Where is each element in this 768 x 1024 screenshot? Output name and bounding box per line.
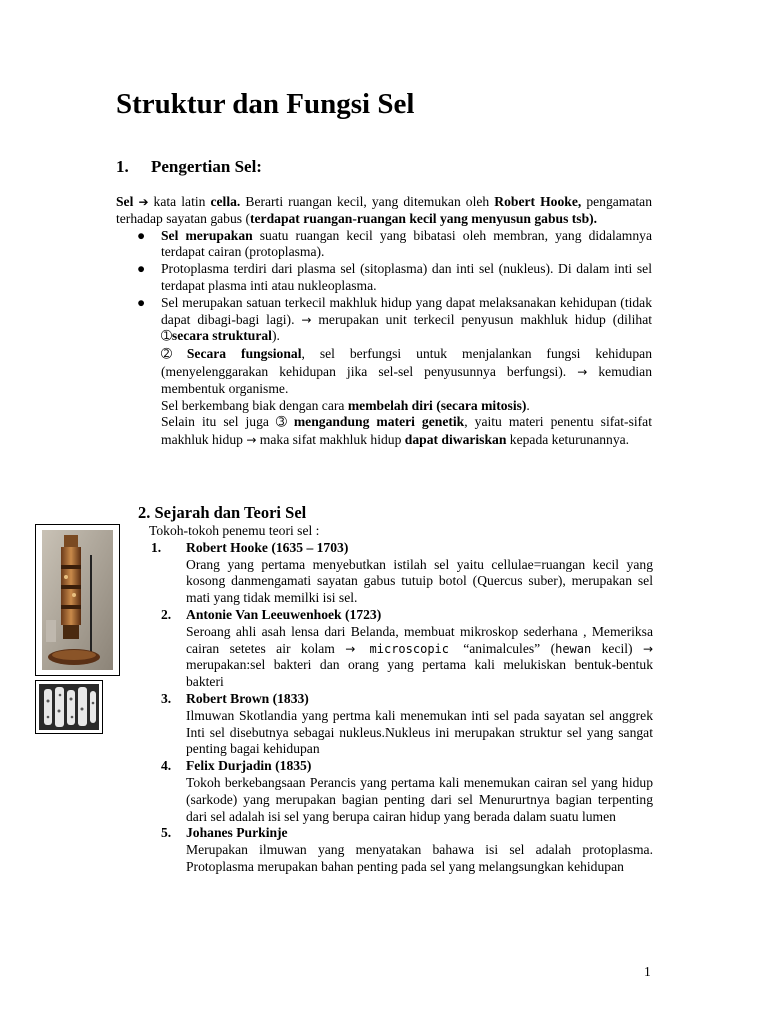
item-body: Merupakan ilmuwan yang menyatakan bahawa isi sel adalah protoplasma. Protoplasma merupakan bahan penting pada sel yang melangsungkan kehidupan	[186, 842, 653, 874]
microscope-image	[35, 524, 120, 676]
genetik-bold2: dapat diwariskan	[404, 432, 507, 448]
section1-number: 1.	[116, 157, 129, 176]
item-name: Felix Durjadin (1835)	[186, 758, 312, 774]
para-fungsional	[116, 346, 652, 397]
biak-text1: Sel berkembang biak dengan cara	[161, 397, 348, 413]
genetik-bold: mengandung materi genetik	[286, 414, 465, 430]
bullet2-text: Protoplasma terdiri dari plasma sel (sitoplasma) dan inti sel (nukleus). Di dalam inti sel terdapat plasma inti atau nukleoplasma.	[161, 261, 652, 293]
fungsional-text2: kemudian membentuk organisme.	[161, 363, 652, 396]
section1-heading	[116, 156, 262, 178]
item-title	[149, 825, 653, 842]
item-body	[149, 624, 653, 691]
bullet1-text: suatu ruangan kecil yang bibatasi oleh membran, yang didalamnya terdapat cairan (protoplasma).	[161, 227, 652, 260]
cells-image	[35, 680, 103, 734]
genetik-text1: Selain itu sel juga	[161, 414, 276, 430]
cells-illustration	[36, 681, 102, 733]
section2-heading: 2. Sejarah dan Teori Sel	[138, 503, 307, 522]
page-number: 1	[644, 964, 651, 979]
circled-two-icon: ➁	[161, 347, 172, 363]
item-number: 4.	[161, 758, 172, 774]
bullet-item	[116, 261, 652, 295]
item2-text3: kecil)	[591, 640, 643, 656]
circled-three-icon: ➂	[275, 415, 287, 431]
item-body: Orang yang pertama menyebutkan istilah sel yaitu cellulae=ruangan kecil yang kosong danmengamati sayatan gabus tutuip botol (Quercus suber), merupakan sel mati yang tidak memilki isi sel.	[186, 556, 653, 606]
list-item	[149, 758, 653, 825]
item-name: Robert Hooke (1635 – 1703)	[186, 539, 349, 555]
intro-text1: kata latin	[148, 194, 211, 209]
bullet3-text1: Sel merupakan satuan terkecil makhluk hidup yang dapat melaksanakan kehidupan (tidak dapat dibagi-bagi lagi).	[161, 294, 652, 327]
item-number: 3.	[161, 690, 172, 706]
item-name: Robert Brown (1833)	[186, 690, 309, 706]
item2-text2: “animalcules” (	[463, 640, 556, 656]
item-title	[149, 691, 653, 708]
bullet3-text2: merupakan unit terkecil penyusun makhluk hidup (dilihat	[311, 311, 653, 327]
bullet3-text3: ).	[271, 328, 280, 344]
item2-text1: Seroang ahli asah lensa dari Belanda, membuat mikroskop sederhana , Memeriksa cairan setetes air kolam	[186, 623, 653, 656]
section1-intro	[116, 194, 652, 228]
item-number: 1.	[151, 539, 162, 555]
arrow-icon: →	[642, 641, 653, 656]
item-name: Antonie Van Leeuwenhoek (1723)	[186, 606, 382, 622]
arrow-icon: →	[345, 641, 356, 656]
page-title: Struktur dan Fungsi Sel	[116, 88, 415, 120]
item-body: Ilmuwan Skotlandia yang pertma kali menemukan inti sel pada sayatan sel anggrek Inti sel disebutnya sebagai nukleus.Nukleus ini merupakan struktur sel yang sangat penting bagai kehidupan	[186, 707, 653, 757]
item2-text4: merupakan:sel bakteri dan orang yang pertama kali melukiskan bentuk-bentuk bakteri	[186, 657, 653, 690]
biak-bold: membelah diri (secara mitosis)	[347, 397, 527, 413]
arrow-icon: →	[577, 364, 588, 379]
section2-body	[149, 523, 653, 876]
biak-text2: .	[526, 397, 530, 413]
bullet3-bold: secara struktural	[171, 328, 272, 344]
intro-text3: pengamatan terhadap sayatan gabus (	[116, 194, 653, 226]
bullet-dot-icon: ●	[137, 227, 146, 243]
bullet-item	[116, 295, 652, 346]
section2-intro: Tokoh-tokoh penemu teori sel :	[149, 523, 320, 538]
item-title	[149, 758, 653, 775]
intro-sel: Sel	[116, 194, 134, 209]
arrow-icon: →	[301, 312, 312, 327]
item-name: Johanes Purkinje	[186, 825, 288, 841]
list-item	[149, 607, 653, 691]
arrow-icon: ➔	[138, 195, 149, 209]
para-genetik	[116, 414, 652, 449]
genetik-text2: , yaitu materi penentu sifat-sifat makhluk hidup	[161, 414, 652, 448]
intro-cella: cella.	[210, 194, 241, 209]
fungsional-bold: Secara fungsional	[171, 346, 302, 362]
item-number: 2.	[161, 606, 172, 622]
intro-hooke: Robert Hooke,	[494, 194, 582, 209]
item-body: Tokoh berkebangsaan Perancis yang pertama kali menemukan cairan sel yang hidup (sarkode) yang merupakan bagian penting dari sel Menururtnya bagian terpenting dari sel adalah isi sel yang berupa cairan hidup yang berada dalam suatu lumen	[186, 774, 653, 824]
intro-bold-end: terdapat ruangan-ruangan kecil yang menyusun gabus tsb).	[250, 210, 598, 226]
list-item	[149, 540, 653, 607]
para-biak	[116, 398, 652, 415]
microscope-illustration	[36, 525, 119, 675]
list-item	[149, 691, 653, 758]
genetik-text3: maka sifat makhluk hidup	[256, 432, 405, 448]
bullet-dot-icon: ●	[137, 261, 146, 277]
bullet-dot-icon: ●	[137, 294, 146, 310]
circled-one-icon: ➀	[161, 329, 172, 345]
list-item	[149, 825, 653, 875]
item-title	[149, 607, 653, 624]
bullet-item	[116, 228, 652, 262]
fungsional-text1: , sel berfungsi untuk menjalankan fungsi kehidupan (menyelenggarakan kehidupan jika sel-sel penyusunnya berfungsi).	[161, 346, 652, 379]
bullet1-bold: Sel merupakan	[161, 227, 253, 243]
item2-mono1: microscopic	[355, 641, 464, 656]
section1-heading-text: Pengertian Sel:	[151, 157, 262, 176]
arrow-icon: →	[246, 433, 257, 448]
item-number: 5.	[161, 825, 172, 841]
item2-mono2: hewan	[555, 641, 592, 656]
intro-text2: Berarti ruangan kecil, yang ditemukan oleh	[240, 194, 495, 209]
section1-body	[116, 194, 652, 449]
item-title	[149, 540, 653, 557]
section1-bullet-list	[116, 228, 652, 347]
genetik-text4: kepada keturunannya.	[506, 432, 630, 448]
